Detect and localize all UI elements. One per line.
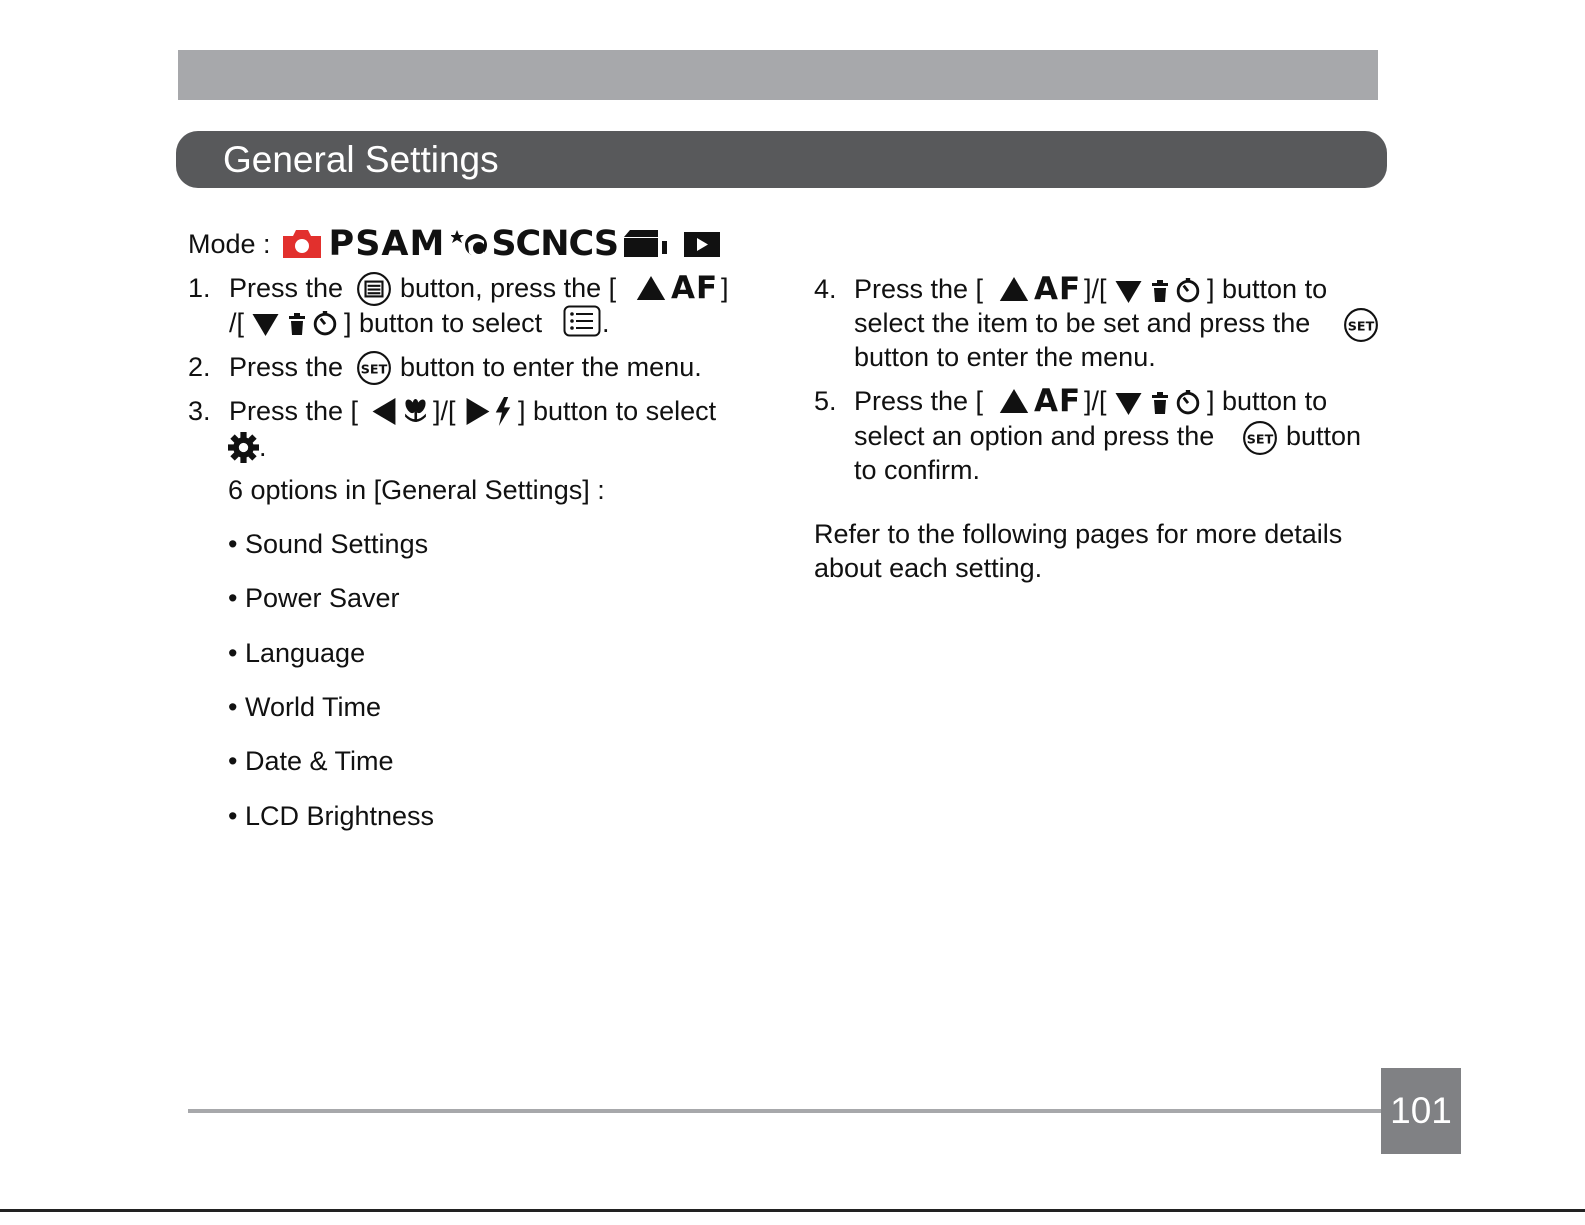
- step-5-text-b: ]/[: [1084, 386, 1107, 416]
- step-3-text-c: ] button to select: [518, 396, 717, 426]
- step-4-text-c: ] button to: [1207, 274, 1328, 304]
- mode-label: Mode :: [188, 228, 271, 259]
- self-timer-icon: [313, 310, 337, 336]
- trash-icon: [1151, 391, 1169, 415]
- options-intro: 6 options in [General Settings] :: [228, 475, 605, 505]
- set-button-icon: [356, 350, 392, 386]
- step-5-line-3: to confirm.: [854, 455, 981, 485]
- list-item: • Power Saver: [228, 583, 400, 613]
- flash-icon: [494, 397, 512, 426]
- self-timer-icon: [1176, 389, 1200, 415]
- mode-psam: PSAM: [328, 224, 446, 264]
- list-item: • Date & Time: [228, 746, 394, 776]
- step-5-number: 5.: [814, 386, 837, 416]
- section-title: General Settings: [223, 139, 499, 180]
- header-band: [178, 50, 1378, 100]
- set-button-icon: [1242, 420, 1278, 456]
- macro-icon: [402, 398, 429, 425]
- step-5-text-a: Press the [: [854, 386, 984, 416]
- up-arrow-icon: [999, 277, 1029, 301]
- step-3-text-d: .: [259, 432, 267, 462]
- step-3-text-b: ]/[: [433, 396, 456, 426]
- trash-icon: [1151, 279, 1169, 303]
- right-arrow-icon: [466, 398, 490, 425]
- movie-icon: [622, 229, 672, 259]
- step-5-line-2a: select an option and press the: [854, 421, 1215, 451]
- mode-line: [188, 224, 722, 264]
- list-item: • Language: [228, 638, 366, 668]
- af-label: AF: [1034, 271, 1082, 307]
- beauty-mode-icon: [451, 227, 491, 261]
- step-1-text-d: /[: [229, 308, 245, 338]
- step-2-number: 2.: [188, 352, 211, 382]
- step-2-text-a: Press the: [229, 352, 344, 382]
- page-number: 101: [1381, 1068, 1461, 1154]
- up-arrow-icon: [636, 276, 666, 300]
- step-3-text-a: Press the [: [229, 396, 359, 426]
- step-4-text-b: ]/[: [1084, 274, 1107, 304]
- list-item: • World Time: [228, 692, 381, 722]
- trash-icon: [288, 312, 306, 336]
- self-timer-icon: [1176, 277, 1200, 303]
- camera-icon: [281, 229, 323, 259]
- af-label: AF: [671, 270, 719, 306]
- refer-line-1: Refer to the following pages for more details: [814, 519, 1343, 549]
- page-edge: [0, 1209, 1585, 1212]
- step-5-text-c: ] button to: [1207, 386, 1328, 416]
- mode-scn: SCN: [491, 224, 569, 264]
- list-item: • Sound Settings: [228, 529, 429, 559]
- left-arrow-icon: [372, 398, 396, 425]
- refer-line-2: about each setting.: [814, 553, 1043, 583]
- down-arrow-icon: [1115, 281, 1142, 303]
- gear-icon: [228, 432, 259, 463]
- up-arrow-icon: [999, 389, 1029, 413]
- step-4-line-2: select the item to be set and press the: [854, 308, 1311, 338]
- step-3-number: 3.: [188, 396, 211, 426]
- list-item: • LCD Brightness: [228, 801, 435, 831]
- step-1-text-a: Press the: [229, 273, 344, 303]
- playback-icon: [682, 229, 722, 259]
- step-5-line-2b: button: [1286, 421, 1362, 451]
- step-1-text-c: ]: [721, 273, 729, 303]
- step-1-text-b: button, press the [: [400, 273, 617, 303]
- set-button-icon: [1343, 307, 1379, 343]
- section-title-bar: [176, 131, 1387, 188]
- step-2-text-b: button to enter the menu.: [400, 352, 702, 382]
- step-4-line-3: button to enter the menu.: [854, 342, 1156, 372]
- menu-button-icon: [356, 271, 392, 307]
- mode-cs: CS: [568, 224, 619, 264]
- step-1-text-e: ] button to select: [344, 308, 543, 338]
- menu-list-icon: [563, 305, 601, 337]
- step-4-number: 4.: [814, 274, 837, 304]
- down-arrow-icon: [252, 314, 279, 336]
- step-1-text-f: .: [602, 308, 610, 338]
- af-label: AF: [1034, 383, 1082, 419]
- step-1-number: 1.: [188, 273, 211, 303]
- step-4-text-a: Press the [: [854, 274, 984, 304]
- down-arrow-icon: [1115, 393, 1142, 415]
- footer-rule: [188, 1109, 1383, 1113]
